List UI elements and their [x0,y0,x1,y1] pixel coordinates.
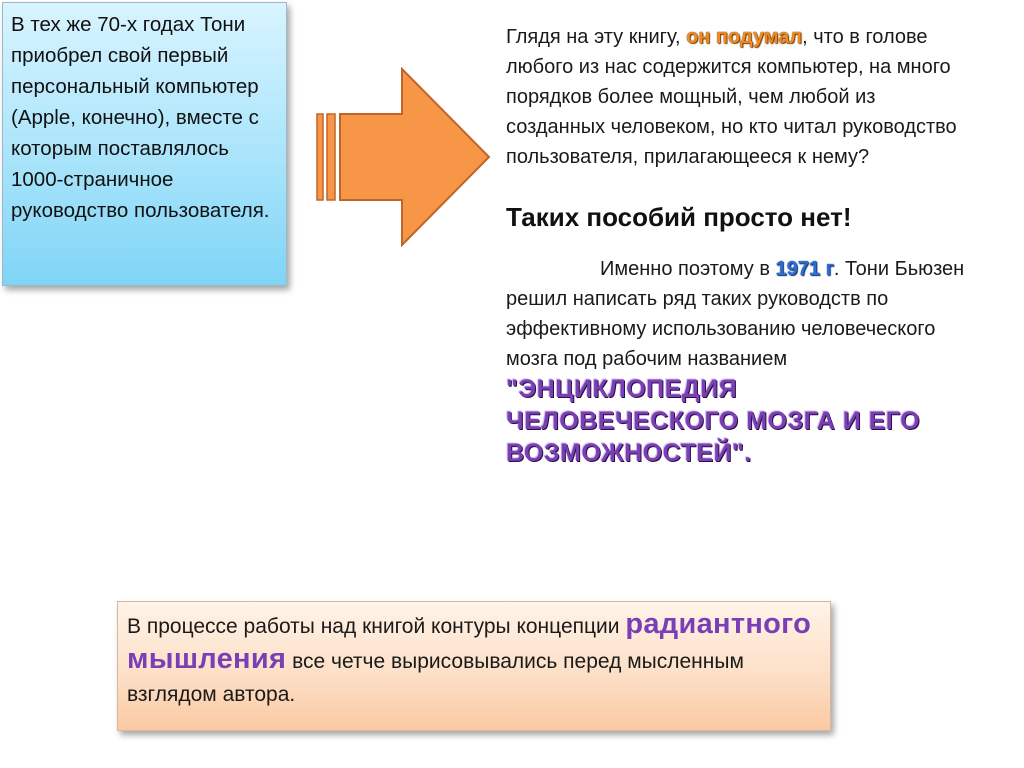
highlight-encyclopedia-title: "ЭНЦИКЛОПЕДИЯ ЧЕЛОВЕЧЕСКОГО МОЗГА И ЕГО ВОЗМОЖНОСТЕЙ". [506,375,921,467]
highlight-year: 1971 г [775,258,834,280]
highlight-he-thought: он подумал [686,26,803,48]
intro-note-box [2,2,287,286]
radiant-box-text-end: все четче вырисовывались перед мысленным взглядом автора. [127,650,744,706]
paragraph-book-thought-start: Глядя на эту книгу, [506,26,687,48]
paragraph-book-thought [506,22,966,172]
paragraph-book-thought-end: , что в голове любого из нас содержится компьютер, на много порядков более мощный, чем любой из созданных человеком, но кто читал руководство пользователя, прилагающееся к нему? [506,26,957,168]
paragraph-encyclopedia-middle: . Тони Бьюзен решил написать ряд таких руководств по эффективному использованию человеческого мозга под рабочим названием [506,258,965,370]
radiant-thinking-box [117,601,831,731]
right-arrow-icon [314,67,492,247]
paragraph-encyclopedia-start: Именно поэтому в [600,258,776,280]
paragraph-encyclopedia [506,254,966,470]
heading-no-manuals: Таких пособий просто нет! [506,202,852,232]
radiant-box-text-start: В процессе работы над книгой контуры концепции [127,615,626,638]
main-text-column [506,22,966,470]
intro-note-text: В тех же 70-х годах Тони приобрел свой первый персональный компьютер (Apple, конечно), вместе с которым поставлялось 1000-страничное руководство пользователя. [11,13,270,222]
highlight-radiant-thinking: радиантного мышления [127,608,812,675]
